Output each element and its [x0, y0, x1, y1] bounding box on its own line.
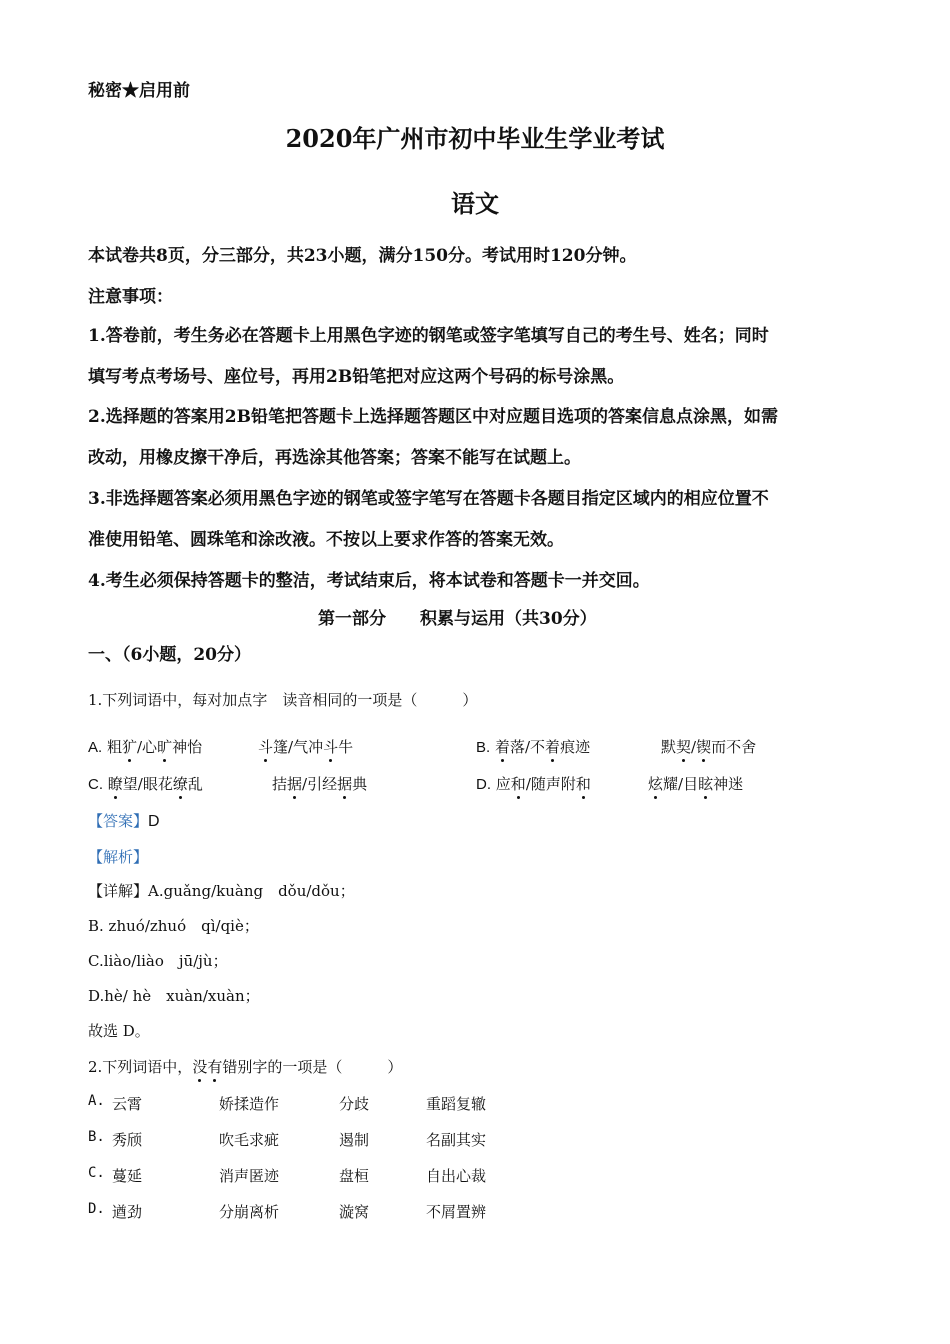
word: 娇揉造作 — [219, 1095, 280, 1113]
note-3-line-1: 3.非选择题答案必须用黑色字迹的钢笔或签字笔写在答题卡各题目指定区域内的相应位置不 — [88, 489, 769, 509]
q1-option-b: B. 着落/不着痕迹 — [476, 738, 591, 756]
q1-option-c: C. 瞭望/眼花缭乱 — [88, 775, 203, 793]
word: 分崩离析 — [219, 1203, 280, 1221]
dotted-char: 斗 — [258, 738, 274, 756]
subject-title: 语文 — [451, 189, 499, 218]
dotted-char: 瞭 — [107, 775, 123, 793]
dotted-char: 着 — [494, 738, 510, 756]
option-label: D. — [476, 776, 491, 793]
dotted-char: 和 — [510, 775, 526, 793]
q2-option-c — [0, 1165, 950, 1189]
detail-line-3: C.liào/liào jū/jù； — [88, 952, 228, 970]
word: 名副其实 — [426, 1131, 487, 1149]
exam-summary: 本试卷共8页，分三部分，共23小题，满分150分。考试用时120分钟。 — [88, 246, 637, 266]
word: 蔓延 — [112, 1167, 143, 1185]
note-3-line-2: 准使用铅笔、圆珠笔和涂改液。不按以上要求作答的答案无效。 — [88, 530, 564, 550]
word: 自出心裁 — [426, 1167, 487, 1185]
exam-title: 2020年广州市初中毕业生学业考试 — [285, 124, 665, 153]
dotted-char: 旷 — [157, 738, 173, 756]
q1-option-a: A. 粗犷/心旷神怡 — [88, 738, 203, 756]
confidential-label: 秘密★启用前 — [88, 81, 190, 101]
option-label: D. — [88, 1201, 105, 1217]
note-1-line-1: 1.答卷前，考生务必在答题卡上用黑色字迹的钢笔或签字笔填写自己的考生号、姓名；同时 — [88, 326, 769, 346]
option-label: A. — [88, 1093, 105, 1109]
option-label: B. — [476, 739, 491, 756]
answer-line — [88, 810, 160, 831]
part-1-title: 第一部分 积累与运用（共30分） — [318, 609, 597, 629]
note-4: 4.考生必须保持答题卡的整洁，考试结束后，将本试卷和答题卡一并交回。 — [88, 571, 650, 591]
q1-option-d: D. 应和/随声附和 — [476, 775, 591, 793]
option-label: A. — [88, 739, 103, 756]
word: 遒劲 — [112, 1203, 143, 1221]
dotted-char: 犷 — [121, 738, 137, 756]
dotted-char: 着 — [545, 738, 561, 756]
note-2-line-1: 2.选择题的答案用2B铅笔把答题卡上选择题答题区中对应题目选项的答案信息点涂黑，如需 — [88, 407, 778, 427]
detail-line-4: D.hè/ hè xuàn/xuàn； — [88, 987, 260, 1005]
word: 漩窝 — [339, 1203, 370, 1221]
q1-option-d-pair-2: 炫耀/目眩神迷 — [648, 775, 744, 793]
answer-value: D — [148, 813, 160, 830]
dotted-char: 斗 — [323, 738, 339, 756]
note-2-line-2: 改动，用橡皮擦干净后，再选涂其他答案；答案不能写在试题上。 — [88, 448, 581, 468]
dotted-char: 眩 — [698, 775, 714, 793]
answer-tag: 【答案】 — [88, 812, 149, 830]
detail-line-5: 故选 D。 — [88, 1022, 150, 1040]
q2-option-d — [0, 1201, 950, 1225]
question-2-stem: 2.下列词语中，没有错别字的一项是（ ） — [88, 1058, 403, 1076]
word: 遏制 — [339, 1131, 370, 1149]
option-label: B. — [88, 1129, 105, 1145]
notice-title: 注意事项： — [88, 287, 173, 307]
q1-option-b-pair-2: 默契/锲而不舍 — [661, 738, 757, 756]
analysis-tag: 【解析】 — [88, 848, 149, 866]
dotted-char: 没 — [192, 1058, 208, 1076]
dotted-char: 炫 — [648, 775, 664, 793]
dotted-char: 契 — [676, 738, 692, 756]
section-1-heading: 一、（6小题，20分） — [88, 645, 251, 665]
word: 云霄 — [112, 1095, 143, 1113]
option-label: C. — [88, 776, 103, 793]
word: 秀颀 — [112, 1131, 143, 1149]
note-1-line-2: 填写考点考场号、座位号，再用2B铅笔把对应这两个号码的标号涂黑。 — [88, 367, 625, 387]
word: 不屑置辨 — [426, 1203, 487, 1221]
detail-line-2: B. zhuó/zhuó qì/qiè； — [88, 917, 259, 935]
dotted-char: 缭 — [172, 775, 188, 793]
word: 盘桓 — [339, 1167, 370, 1185]
word: 吹毛求疵 — [219, 1131, 280, 1149]
option-label: C. — [88, 1165, 105, 1181]
word: 重蹈复辙 — [426, 1095, 487, 1113]
dotted-char: 据 — [337, 775, 353, 793]
dotted-char: 据 — [287, 775, 303, 793]
q2-option-a — [0, 1093, 950, 1117]
detail-line-1: 【详解】A.guǎng/kuàng dǒu/dǒu； — [88, 882, 355, 900]
q2-option-b — [0, 1129, 950, 1153]
dotted-char: 有 — [207, 1058, 223, 1076]
word: 消声匿迹 — [219, 1167, 280, 1185]
word: 分歧 — [339, 1095, 370, 1113]
q1-option-a-pair-2: 斗篷/气冲斗牛 — [258, 738, 354, 756]
dotted-char: 和 — [575, 775, 591, 793]
q1-option-c-pair-2: 拮据/引经据典 — [272, 775, 368, 793]
dotted-char: 锲 — [696, 738, 712, 756]
question-1-stem: 1.下列词语中，每对加点字 读音相同的一项是（ ） — [88, 691, 478, 709]
